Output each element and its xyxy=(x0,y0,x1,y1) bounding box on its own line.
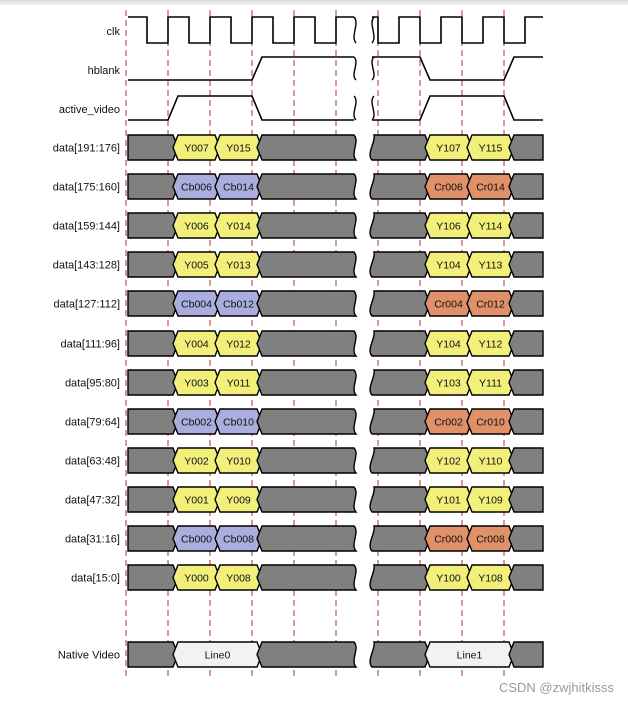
hblank-break-right xyxy=(372,57,374,80)
clk-wave-left xyxy=(128,17,354,43)
row-10-idle-c xyxy=(370,526,430,551)
hblank-wave-right xyxy=(372,57,543,80)
row-7-cell-l0-label: Cb002 xyxy=(181,416,212,429)
row-10-label: data[31:16] xyxy=(64,533,120,546)
row-8-cell-r0-label: Y102 xyxy=(436,455,461,468)
row-2-label: data[159:144] xyxy=(52,220,120,233)
row-10-cell-r0-label: Cr000 xyxy=(434,533,463,546)
active-video-label: active_video xyxy=(58,104,120,116)
row-1-cell-r0-label: Cr006 xyxy=(434,181,463,194)
row-1-cell-l1-label: Cb014 xyxy=(223,181,254,194)
watermark: CSDN @zwjhitkisss xyxy=(498,680,614,695)
row-10-idle-b xyxy=(257,526,356,551)
clk-label: clk xyxy=(106,26,120,38)
row-7-cell-r1-label: Cr010 xyxy=(476,416,505,429)
native-idle-c xyxy=(370,642,430,667)
row-5-idle-a xyxy=(128,331,178,356)
row-6-cell-l0-label: Y003 xyxy=(184,377,209,390)
row-4-idle-a xyxy=(128,291,178,316)
row-8-label: data[63:48] xyxy=(64,455,120,468)
row-2-idle-b xyxy=(257,213,356,238)
native-idle-b xyxy=(257,642,356,667)
row-9-idle-a xyxy=(128,487,178,512)
row-8-cell-l0-label: Y002 xyxy=(184,455,209,468)
row-6-cell-r1-label: Y111 xyxy=(479,377,502,390)
row-11-cell-l0-label: Y000 xyxy=(184,572,209,585)
row-2-idle-d xyxy=(509,213,543,238)
row-3-idle-b xyxy=(257,252,356,277)
row-2-cell-r1-label: Y114 xyxy=(478,220,503,233)
row-11-label: data[15:0] xyxy=(71,572,120,585)
row-0-cell-l0-label: Y007 xyxy=(184,142,209,155)
native-line1-label: Line1 xyxy=(456,649,483,662)
row-6-label: data[95:80] xyxy=(64,377,120,390)
row-9-cell-r0-label: Y101 xyxy=(436,494,461,507)
row-2-cell-r0-label: Y106 xyxy=(436,220,461,233)
row-0-idle-a xyxy=(128,135,178,160)
row-10-cell-l0-label: Cb000 xyxy=(181,533,212,546)
row-3-cell-r1-label: Y113 xyxy=(478,259,503,272)
row-7-idle-b xyxy=(257,409,356,434)
row-1-label: data[175:160] xyxy=(52,181,120,194)
row-8-idle-c xyxy=(370,448,430,473)
row-2-cell-l0-label: Y006 xyxy=(184,220,209,233)
row-11-cell-r0-label: Y100 xyxy=(436,572,461,585)
clk-break-right xyxy=(372,17,374,43)
active-video-break-right xyxy=(372,96,374,120)
row-0-cell-r1-label: Y115 xyxy=(478,142,503,155)
active-video-wave-right xyxy=(372,96,543,120)
row-9-cell-r1-label: Y109 xyxy=(478,494,503,507)
row-8-cell-l1-label: Y010 xyxy=(226,455,251,468)
row-6-idle-b xyxy=(257,370,356,395)
row-8-cell-r1-label: Y110 xyxy=(478,455,503,468)
row-9-idle-c xyxy=(370,487,430,512)
row-10-idle-a xyxy=(128,526,178,551)
clk-wave-right xyxy=(372,17,543,43)
row-6-cell-r0-label: Y103 xyxy=(436,377,461,390)
active-video-break-left xyxy=(354,96,356,120)
row-3-idle-a xyxy=(128,252,178,277)
row-4-cell-r0-label: Cr004 xyxy=(434,298,463,311)
row-10-idle-d xyxy=(509,526,543,551)
row-8-idle-b xyxy=(257,448,356,473)
row-7-cell-r0-label: Cr002 xyxy=(434,416,463,429)
row-6-idle-a xyxy=(128,370,178,395)
native-idle-a xyxy=(128,642,178,667)
row-0-idle-d xyxy=(509,135,543,160)
row-6-cell-l1-label: Y011 xyxy=(226,377,251,390)
row-1-idle-a xyxy=(128,174,178,199)
row-9-idle-d xyxy=(509,487,543,512)
row-4-idle-c xyxy=(370,291,430,316)
row-6-idle-c xyxy=(370,370,430,395)
row-4-cell-l1-label: Cb012 xyxy=(223,298,254,311)
native-idle-d xyxy=(509,642,543,667)
row-4-idle-d xyxy=(509,291,543,316)
row-1-idle-b xyxy=(257,174,356,199)
row-6-idle-d xyxy=(509,370,543,395)
row-5-cell-l1-label: Y012 xyxy=(226,338,251,351)
row-9-idle-b xyxy=(257,487,356,512)
row-5-label: data[111:96] xyxy=(60,338,120,351)
hblank-break-left xyxy=(354,57,356,80)
row-9-cell-l1-label: Y009 xyxy=(226,494,251,507)
row-5-idle-c xyxy=(370,331,430,356)
row-7-label: data[79:64] xyxy=(64,416,120,429)
row-5-idle-b xyxy=(257,331,356,356)
row-0-cell-l1-label: Y015 xyxy=(226,142,251,155)
row-1-idle-d xyxy=(509,174,543,199)
row-10-cell-r1-label: Cr008 xyxy=(476,533,505,546)
active-video-wave-left xyxy=(128,96,354,120)
row-7-idle-d xyxy=(509,409,543,434)
row-1-cell-l0-label: Cb006 xyxy=(181,181,212,194)
row-7-idle-a xyxy=(128,409,178,434)
row-2-idle-a xyxy=(128,213,178,238)
row-8-idle-d xyxy=(509,448,543,473)
row-5-cell-r1-label: Y112 xyxy=(478,338,503,351)
row-11-cell-r1-label: Y108 xyxy=(478,572,503,585)
clk-break-left xyxy=(354,17,356,43)
row-3-cell-l1-label: Y013 xyxy=(226,259,251,272)
row-2-cell-l1-label: Y014 xyxy=(226,220,251,233)
row-9-cell-l0-label: Y001 xyxy=(184,494,209,507)
native-line0-label: Line0 xyxy=(204,649,231,662)
row-1-idle-c xyxy=(370,174,430,199)
row-4-cell-l0-label: Cb004 xyxy=(181,298,212,311)
row-7-idle-c xyxy=(370,409,430,434)
native-video-label: Native Video xyxy=(57,649,120,662)
hblank-wave-left xyxy=(128,57,354,80)
row-5-idle-d xyxy=(509,331,543,356)
row-3-label: data[143:128] xyxy=(52,259,120,272)
row-9-label: data[47:32] xyxy=(64,494,120,507)
row-0-label: data[191:176] xyxy=(52,142,120,155)
row-2-idle-c xyxy=(370,213,430,238)
row-11-cell-l1-label: Y008 xyxy=(226,572,251,585)
row-4-label: data[127:112] xyxy=(53,298,120,311)
row-0-idle-b xyxy=(257,135,356,160)
row-0-cell-r0-label: Y107 xyxy=(436,142,461,155)
row-8-idle-a xyxy=(128,448,178,473)
row-1-cell-r1-label: Cr014 xyxy=(476,181,505,194)
row-4-cell-r1-label: Cr012 xyxy=(476,298,505,311)
row-10-cell-l1-label: Cb008 xyxy=(223,533,254,546)
row-11-idle-b xyxy=(257,565,356,590)
row-3-cell-r0-label: Y104 xyxy=(436,259,461,272)
row-11-idle-a xyxy=(128,565,178,590)
hblank-label: hblank xyxy=(87,65,120,77)
row-11-idle-c xyxy=(370,565,430,590)
row-3-idle-d xyxy=(509,252,543,277)
row-3-cell-l0-label: Y005 xyxy=(184,259,209,272)
row-11-idle-d xyxy=(509,565,543,590)
row-5-cell-r0-label: Y104 xyxy=(436,338,461,351)
row-4-idle-b xyxy=(257,291,356,316)
row-7-cell-l1-label: Cb010 xyxy=(223,416,254,429)
row-3-idle-c xyxy=(370,252,430,277)
row-5-cell-l0-label: Y004 xyxy=(184,338,209,351)
row-0-idle-c xyxy=(370,135,430,160)
